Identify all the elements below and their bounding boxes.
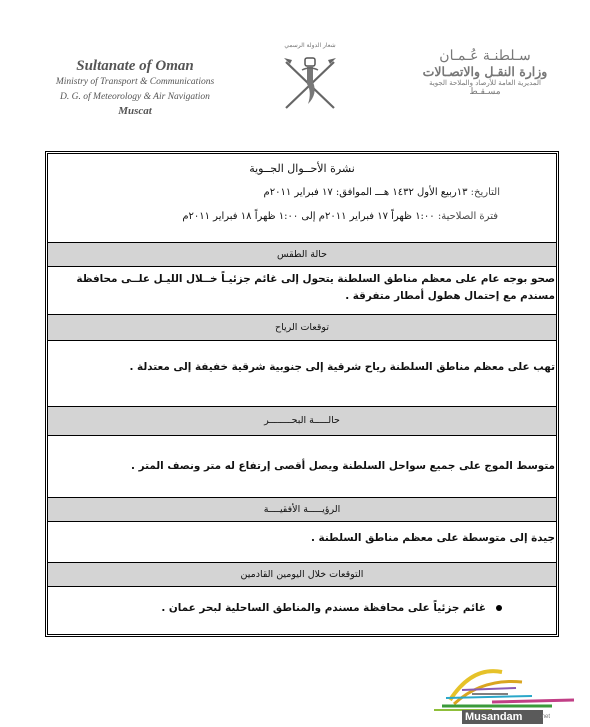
weather-bulletin (45, 151, 559, 637)
date-value: ١٣ربيع الأول ١٤٣٢ هـــ الموافق: ١٧ فبراير ٢٠١١م (263, 187, 468, 198)
bulletin-title: نشرة الأحــوال الجــوية (249, 162, 355, 175)
musandam-wordmark: Musandam (462, 710, 543, 724)
ministry-name-arabic: وزارة النقـل والاتصـالات (422, 64, 548, 79)
outlook-list-item (48, 600, 556, 617)
city-name-arabic: مسـقـط (469, 87, 501, 97)
english-letterhead (40, 58, 230, 117)
khanjar-swords-icon (278, 42, 342, 112)
section-heading-winds: توقعات الرياح (48, 314, 556, 341)
section-text-visibility: جيدة إلى متوسطة على معظم مناطق السلطنة . (310, 532, 555, 544)
country-name-arabic: سـلطنـة عُـمـان (439, 48, 531, 64)
section-heading-outlook: التوقعات خلال اليومين القادمين (48, 562, 556, 587)
country-name-english: Sultanate of Oman (76, 58, 194, 74)
section-text-weather: صحو بوجه عام على معظم مناطق السلطنة يتحول إلى غائم جزئيـاً خــلال الليـل علــى محافظة مسندم مع إحتمال هطول أمطار متفرقة . (76, 273, 555, 302)
oman-emblem (278, 42, 342, 112)
emblem-caption: شعار الدولة الرسمي (284, 42, 336, 49)
section-heading-sea: حالـــــة البحــــــــر (48, 406, 556, 436)
validity-value: ١:٠٠ ظهراً ١٧ فبراير ٢٠١١م إلى ١:٠٠ ظهراً ١٨ فبراير ٢٠١١م (182, 211, 435, 222)
date-label: التاريخ: (470, 187, 500, 198)
directorate-name-english: D. G. of Meteorology & Air Navigation (60, 92, 210, 102)
section-text-outlook: غائم جزئياً على محافظة مسندم والمناطق الساحلية لبحر عمان . (161, 602, 486, 614)
musandam-suffix: .net (540, 714, 551, 720)
validity-label: فترة الصلاحية: (437, 211, 498, 222)
city-name-english: Muscat (118, 105, 152, 117)
bulletin-header (48, 154, 556, 242)
arabic-letterhead (410, 48, 560, 97)
bulletin-date (264, 187, 500, 198)
musandam-logo[interactable] (432, 660, 582, 727)
directorate-name-arabic: المديرية العامة للأرصاد والملاحة الجوية (429, 79, 541, 87)
section-heading-weather: حالة الطقس (48, 242, 556, 267)
section-text-winds: تهب على معظم مناطق السلطنة رياح شرقية إلى جنوبية شرقية خفيفة إلى معتدلة . (129, 361, 555, 373)
section-heading-visibility: الرؤيـــــة الأفقيــــة (48, 497, 556, 522)
ministry-name-english: Ministry of Transport & Communications (55, 77, 215, 87)
musandam-waves-icon (432, 660, 582, 712)
section-text-sea: متوسط الموج على جميع سواحل السلطنة ويصل أقصى إرتفاع له متر ونصف المتر . (131, 460, 555, 472)
bulletin-validity (182, 211, 498, 222)
bullet-icon (496, 605, 502, 611)
